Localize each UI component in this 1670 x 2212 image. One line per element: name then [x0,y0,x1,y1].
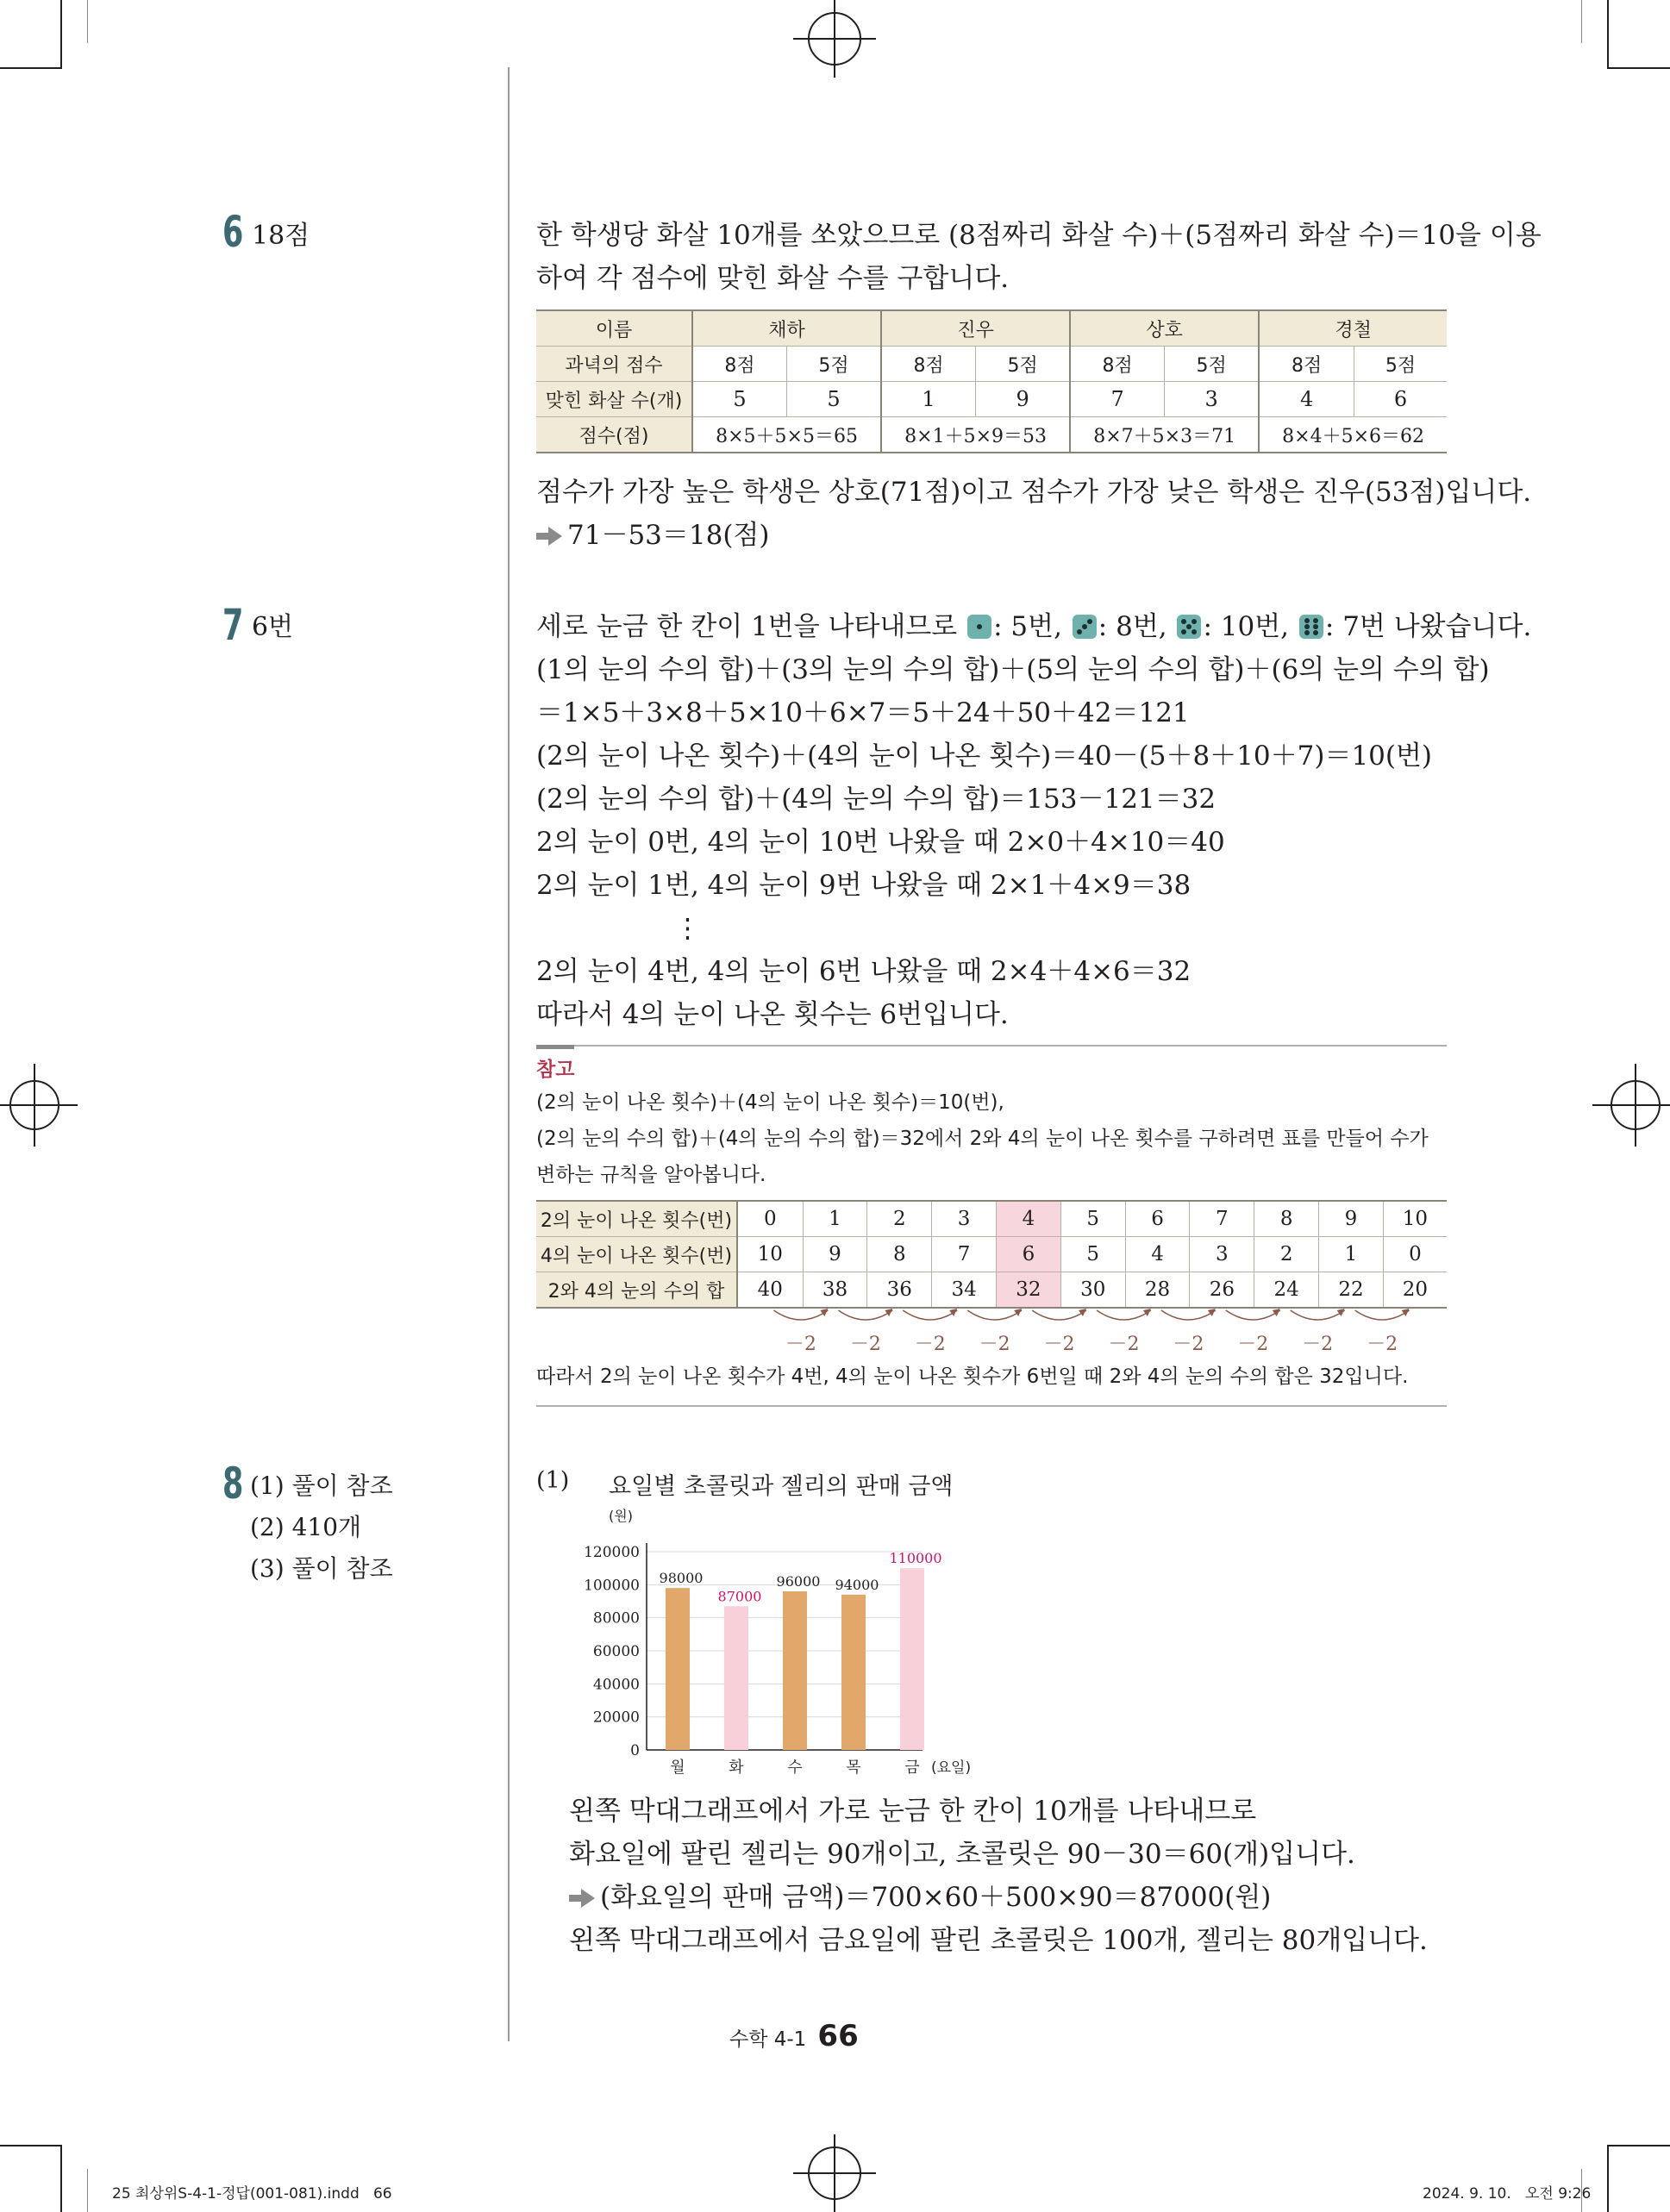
table-cell: 26 [1190,1272,1254,1309]
table-header: 채하 [692,310,881,347]
difference-arrow [1291,1310,1345,1320]
difference-label: －2 [1367,1334,1398,1355]
x-tick-label: 수 [787,1759,803,1777]
table-header: 이름 [536,310,692,347]
table-cell: 38 [803,1272,867,1309]
table-cell: 10 [1383,1201,1447,1237]
q7-line: (1의 눈의 수의 합)＋(3의 눈의 수의 합)＋(5의 눈의 수의 합)＋(6의 눈의 수의 합) [536,654,1490,685]
q8-line: 왼쪽 막대그래프에서 금요일에 팔린 초콜릿은 100개, 젤리는 80개입니다. [569,1925,1428,1956]
arrow-head-icon [1208,1309,1216,1316]
arrow-head-icon [1273,1309,1280,1316]
q7-line: 2의 눈이 1번, 4의 눈이 9번 나왔을 때 2×1＋4×9＝38 [536,870,1192,901]
table-header: 상호 [1070,310,1259,347]
difference-arrow [1097,1310,1151,1320]
difference-label: －2 [979,1334,1010,1355]
y-tick-label: 60000 [592,1643,640,1660]
table-cell: 5 [1060,1237,1125,1272]
answer-7: 6번 [252,612,294,642]
table-cell: 5 [1060,1201,1125,1237]
table-cell: 7 [932,1237,997,1272]
arrow-head-icon [1143,1309,1151,1316]
q7-line: (2의 눈이 나온 횟수)＋(4의 눈이 나온 횟수)＝40－(5＋8＋10＋7)＝10(번) [536,740,1433,772]
q6-line4: 71－53＝18(점) [567,520,770,551]
q7-line: 2의 눈이 4번, 4의 눈이 6번 나왔을 때 2×4＋4×6＝32 [536,956,1192,987]
x-tick-label: 월 [670,1759,685,1777]
q7-line1-text: 세로 눈금 한 칸이 1번을 나타내므로 [536,611,958,642]
difference-arrow [903,1310,957,1320]
q6-line3: 점수가 가장 높은 학생은 상호(71점)이고 점수가 가장 낮은 학생은 진우(53점)입니다. [536,477,1532,508]
difference-label: －2 [914,1334,946,1355]
table-cell: 10 [737,1237,803,1272]
q6-score-table [536,309,1447,453]
arrow-head-icon [1402,1309,1410,1316]
table-cell: 30 [1060,1272,1125,1309]
page-footer [729,2019,859,2053]
table-cell: 1 [1319,1237,1384,1272]
footer-page-number: 66 [817,2019,859,2053]
q6-conclusion [536,471,1531,557]
bar [900,1568,924,1750]
q8-result-line [569,1876,1428,1919]
table-cell: 1 [881,382,976,417]
table-row-label: 4의 눈이 나온 횟수(번) [536,1237,737,1272]
arrow-right-icon [536,527,562,546]
arrow-head-icon [1079,1309,1086,1316]
slug-right: 2024. 9. 10. 오전 9:26 [1423,2185,1592,2203]
table-cell: 3 [932,1201,997,1237]
table-cell-highlight: 6 [996,1237,1060,1272]
table-cell: 6 [1354,382,1447,417]
answer-8-1: (1) 풀이 참조 [250,1472,393,1500]
table-cell-highlight: 32 [996,1272,1060,1309]
table-cell: 3 [1190,1237,1254,1272]
q8-explanation [569,1790,1428,1962]
answer-6: 18점 [252,221,310,251]
table-cell: 5점 [1165,347,1260,382]
arrow-head-icon [1337,1309,1345,1316]
q7-line1-count3: : 8번, [1098,611,1167,642]
difference-arrows [536,1307,1447,1362]
note-top-rule [536,1045,1447,1047]
question-number-7: 7 [222,600,244,650]
x-tick-label: 화 [729,1759,744,1777]
table-cell: 0 [737,1201,803,1237]
bar-value-label: 110000 [889,1550,942,1567]
table-cell: 8점 [1259,347,1354,382]
table-cell: 8 [867,1237,932,1272]
note-line: (2의 눈이 나온 횟수)＋(4의 눈이 나온 횟수)＝10(번), [536,1091,1004,1114]
bar [783,1591,807,1750]
difference-arrow [1226,1310,1280,1320]
q7-explanation [536,605,1531,1036]
registration-mark-top [783,0,886,78]
table-cell: 9 [976,382,1071,417]
table-row-label: 점수(점) [536,417,692,453]
registration-mark-left [0,1053,78,1157]
table-cell: 36 [867,1272,932,1309]
difference-label: －2 [785,1334,816,1355]
question-number-8: 8 [222,1459,244,1509]
bar [841,1595,866,1750]
die-one-icon [967,615,991,639]
table-row-label: 맞힌 화살 수(개) [536,382,692,417]
q6-explanation [536,214,1542,300]
bar [666,1588,690,1750]
table-cell: 5 [692,382,787,417]
q7-line: 따라서 4의 눈이 나온 횟수는 6번입니다. [536,999,1009,1030]
y-tick-label: 0 [630,1742,640,1759]
table-cell: 8×5＋5×5＝65 [692,417,881,453]
note-bottom-rule [536,1405,1447,1407]
q7-ellipsis: ⋮ [674,913,701,944]
note-line: 변하는 규칙을 알아봅니다. [536,1164,766,1186]
difference-label: －2 [1173,1334,1204,1355]
table-cell: 28 [1125,1272,1190,1309]
difference-arrow [1161,1310,1216,1320]
table-cell: 4 [1125,1237,1190,1272]
note-title-accent [536,1045,574,1049]
table-cell: 1 [803,1201,867,1237]
table-cell: 8 [1254,1201,1319,1237]
q6-line1: 한 학생당 화살 10개를 쏘았으므로 (8점짜리 화살 수)＋(5점짜리 화살 수)＝10을 이용 [536,220,1542,251]
table-cell: 8×7＋5×3＝71 [1070,417,1259,453]
slug-left: 25 최상위S-4-1-정답(001-081).indd 66 [112,2185,392,2203]
note-title: 참고 [536,1059,575,1081]
note-end: 따라서 2의 눈이 나온 횟수가 4번, 4의 눈이 나온 횟수가 6번일 때 2와 4의 눈의 수의 합은 32입니다. [536,1365,1409,1388]
difference-arrow [1355,1310,1410,1320]
bar-value-label: 96000 [776,1573,821,1590]
table-cell: 6 [1125,1201,1190,1237]
difference-label: －2 [1108,1334,1140,1355]
table-cell: 8×1＋5×9＝53 [881,417,1070,453]
footer-subject: 수학 4-1 [729,2028,807,2051]
bar-value-label: 98000 [659,1570,704,1587]
table-cell: 34 [932,1272,997,1309]
table-cell: 7 [1070,382,1165,417]
registration-mark-bottom [783,2134,886,2212]
q7-line: (2의 눈의 수의 합)＋(4의 눈의 수의 합)＝153－121＝32 [536,784,1217,815]
chart-title: 요일별 초콜릿과 젤리의 판매 금액 [609,1473,954,1500]
difference-label: －2 [1302,1334,1334,1355]
arrow-right-icon [569,1889,595,1908]
die-five-icon [1177,615,1201,639]
q6-result-line [536,514,1531,557]
table-cell: 8점 [692,347,787,382]
difference-label: －2 [1237,1334,1269,1355]
table-cell: 5점 [976,347,1071,382]
arrow-head-icon [1014,1309,1022,1316]
table-cell: 8점 [1070,347,1165,382]
table-row-label: 과녁의 점수 [536,347,692,382]
table-header: 경철 [1259,310,1447,347]
answer-8-2: (2) 410개 [250,1513,362,1541]
y-tick-label: 40000 [592,1676,640,1694]
die-six-icon [1299,615,1323,639]
table-cell: 8×4＋5×6＝62 [1259,417,1447,453]
q8-line: (화요일의 판매 금액)＝700×60＋500×90＝87000(원) [600,1882,1272,1913]
die-three-icon [1073,615,1097,639]
q8-line: 왼쪽 막대그래프에서 가로 눈금 한 칸이 10개를 나타내므로 [569,1796,1257,1827]
y-axis-unit: (원) [609,1508,633,1524]
y-tick-label: 80000 [592,1609,640,1628]
difference-label: －2 [1043,1334,1075,1355]
registration-mark-right [1592,1053,1670,1157]
table-cell: 5점 [1354,347,1447,382]
difference-arrow [967,1310,1022,1320]
bar-value-label: 94000 [835,1576,879,1593]
table-header: 진우 [881,310,1070,347]
note-body [536,1084,1429,1193]
x-tick-label: 목 [846,1759,861,1777]
table-cell: 5 [787,382,882,417]
table-cell: 5점 [787,347,882,382]
x-tick-label: 금 [904,1759,920,1777]
table-cell: 0 [1383,1237,1447,1272]
arrow-head-icon [949,1309,957,1316]
q8-part-label: (1) [536,1467,570,1494]
table-row-label: 2의 눈이 나온 횟수(번) [536,1201,737,1237]
table-cell: 3 [1165,382,1260,417]
q8-line: 화요일에 팔린 젤리는 90개이고, 초콜릿은 90－30＝60(개)입니다. [569,1839,1355,1870]
q7-line1-count5: : 10번, [1203,611,1290,642]
answers-8 [250,1465,393,1590]
bar [724,1606,748,1750]
arrow-head-icon [820,1309,828,1316]
table-cell-highlight: 4 [996,1201,1060,1237]
table-cell: 2 [1254,1237,1319,1272]
y-tick-label: 100000 [584,1577,640,1595]
table-cell: 4 [1259,382,1354,417]
table-cell: 22 [1319,1272,1384,1309]
q7-line1-count6: : 7번 나왔습니다. [1324,611,1532,642]
table-cell: 20 [1383,1272,1447,1309]
table-cell: 8점 [881,347,976,382]
q7-line1 [536,605,1531,648]
answer-8-3: (3) 풀이 참조 [250,1554,393,1583]
q7-line: 2의 눈이 0번, 4의 눈이 10번 나왔을 때 2×0＋4×10＝40 [536,827,1225,858]
x-axis-unit: (요일) [931,1759,972,1777]
table-row-label: 2와 4의 눈의 수의 합 [536,1272,737,1309]
difference-arrow [838,1310,892,1320]
y-tick-label: 20000 [592,1709,640,1727]
note-line: (2의 눈의 수의 합)＋(4의 눈의 수의 합)＝32에서 2와 4의 눈이 나온 횟수를 구하려면 표를 만들어 수가 [536,1128,1429,1150]
difference-arrow [1032,1310,1086,1320]
table-cell: 7 [1190,1201,1254,1237]
q7-line: ＝1×5＋3×8＋5×10＋6×7＝5＋24＋50＋42＝121 [536,697,1190,728]
bar-value-label: 87000 [717,1588,762,1605]
arrow-head-icon [885,1309,892,1316]
column-divider [508,67,510,2041]
difference-arrow [773,1310,828,1320]
table-cell: 2 [867,1201,932,1237]
q7-line1-count1: : 5번, [993,611,1062,642]
table-cell: 9 [1319,1201,1384,1237]
table-cell: 40 [737,1272,803,1309]
bar-chart [543,1505,1009,1781]
question-number-6: 6 [222,207,244,257]
difference-label: －2 [849,1334,881,1355]
y-tick-label: 120000 [584,1544,640,1561]
table-cell: 24 [1254,1272,1319,1309]
q7-pattern-table [536,1200,1447,1309]
q6-line2: 하여 각 점수에 맞힌 화살 수를 구합니다. [536,263,1010,294]
table-cell: 9 [803,1237,867,1272]
